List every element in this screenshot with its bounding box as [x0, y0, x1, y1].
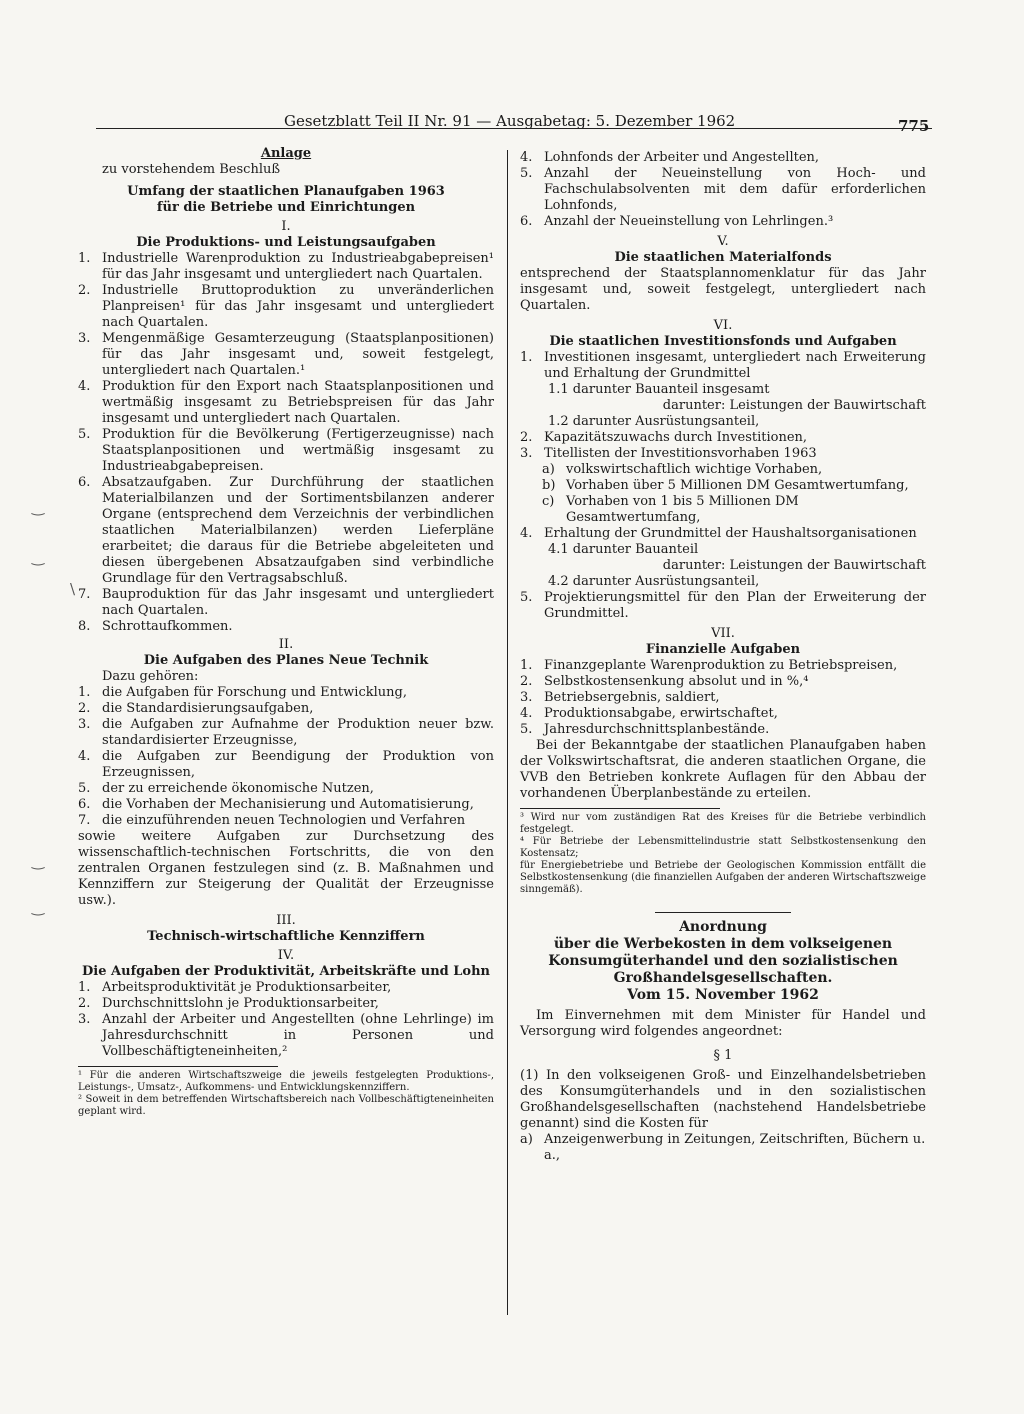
section-6-item-5: Projektierungsmittel für den Plan der Erweiterung der Grundmittel.	[544, 590, 926, 621]
margin-mark: ‿	[32, 498, 45, 516]
section-6-title: Die staatlichen Investitionsfonds und Aufgaben	[549, 334, 897, 349]
section-7-number: VII.	[711, 626, 735, 641]
margin-mark: ‿	[32, 548, 45, 566]
footnote-4a: ⁴ Für Betriebe der Lebensmittelindustrie statt Selbstkostensenkung den Kostensatz;	[520, 836, 926, 859]
list-item	[78, 475, 494, 587]
list-item-text: Produktion für die Bevölkerung (Fertigerzeugnisse) nach Staatsplanpositionen und wertmäßig insgesamt zu Industrieabgabepreisen.	[102, 427, 494, 474]
section-2-title: Die Aufgaben des Planes Neue Technik	[143, 653, 429, 668]
running-header: Gesetzblatt Teil II Nr. 91 — Ausgabetag: 5. Dezember 1962	[284, 112, 736, 130]
footnote-rule	[78, 1066, 278, 1067]
list-item-text: Industrielle Warenproduktion zu Industrieabgabepreisen¹ für das Jahr insgesamt und untergliedert nach Quartalen.	[102, 251, 494, 282]
list-item-number: 1.	[78, 980, 91, 995]
section-7-title: Finanzielle Aufgaben	[645, 642, 801, 657]
footnote-4b: für Energiebetriebe und Betriebe der Geologischen Kommission entfällt die Selbstkostensenkung (die finanziellen Aufgaben der anderen Wirtschaftszweige sinngemäß).	[520, 860, 926, 895]
list-item	[78, 749, 494, 781]
list-item	[78, 996, 494, 1012]
list-item-text: die Aufgaben für Forschung und Entwicklung,	[102, 685, 407, 700]
footnote-2: ² Soweit in dem betreffenden Wirtschaftsbereich nach Vollbeschäftigteneinheiten geplant wird.	[78, 1094, 494, 1117]
list-item-text: Anzahl der Arbeiter und Angestellten (ohne Lehrlinge) im Jahresdurchschnitt in Personen und Vollbeschäftigteneinheiten,²	[102, 1012, 494, 1059]
list-item-number: 3.	[78, 331, 91, 346]
list-item: 5. Projektierungsmittel für den Plan der Erweiterung der Grundmittel.	[520, 590, 926, 621]
list-item: c) Vorhaben von 1 bis 5 Millionen DM Gesamtwertumfang,	[542, 494, 799, 525]
section-6-number: VI.	[713, 318, 733, 333]
list-item	[78, 379, 494, 427]
anordnung-subtitle-3: Großhandelsgesellschaften.	[613, 970, 833, 986]
paragraph-sign: § 1	[713, 1048, 733, 1063]
list-item-number: 6.	[78, 475, 91, 490]
list-item-text: die Aufgaben zur Beendigung der Produktion von Erzeugnissen,	[102, 749, 494, 780]
anordnung-rule	[655, 912, 791, 913]
list-item-number: 2.	[78, 996, 91, 1011]
section-1-number: I.	[281, 219, 291, 234]
list-item-text: die Standardisierungsaufgaben,	[102, 701, 314, 716]
list-item	[78, 797, 494, 813]
list-item-number: 1.	[520, 658, 533, 673]
list-item	[520, 214, 926, 230]
right-column	[520, 150, 926, 1164]
section-6-item-1: Investitionen insgesamt, untergliedert nach Erweiterung und Erhaltung der Grundmittel	[544, 350, 926, 381]
main-title-line-1: Umfang der staatlichen Planaufgaben 1963	[127, 184, 445, 199]
section-7-list	[520, 658, 926, 738]
list-item-text: Selbstkostensenkung absolut und in %,⁴	[544, 674, 809, 689]
list-item	[78, 587, 494, 619]
section-6-item-4-2: 4.2 darunter Ausrüstungsanteil,	[548, 574, 760, 589]
margin-mark: ‿	[32, 852, 45, 870]
list-item-text: Durchschnittslohn je Produktionsarbeiter,	[102, 996, 379, 1011]
list-item	[520, 690, 926, 706]
section-3-number: III.	[276, 913, 296, 928]
list-item-number: 6.	[78, 797, 91, 812]
list-item: 4. Erhaltung der Grundmittel der Haushaltsorganisationen	[520, 526, 917, 541]
list-item-text: Industrielle Bruttoproduktion zu unveränderlichen Planpreisen¹ für das Jahr insgesamt und untergliedert nach Quartalen.	[102, 283, 494, 330]
list-item-text: der zu erreichende ökonomische Nutzen,	[102, 781, 374, 796]
section-2-outro: sowie weitere Aufgaben zur Durchsetzung des wissenschaftlich-technischen Fortschritts, die von den zentralen Organen festzulegen sind (z. B. Maßnahmen und Kennziffern zur Steigerung der Qualität der Erzeugnisse usw.).	[78, 829, 494, 908]
list-item-number: 1.	[78, 685, 91, 700]
list-item	[78, 813, 494, 829]
list-item	[78, 427, 494, 475]
section-6-item-1-1-detail: darunter: Leistungen der Bauwirtschaft	[662, 398, 926, 413]
list-item	[78, 1012, 494, 1060]
list-item-text: Finanzgeplante Warenproduktion zu Betriebspreisen,	[544, 658, 898, 673]
section-2-number: II.	[278, 637, 294, 652]
list-item	[520, 150, 926, 166]
list-item-number: 2.	[78, 701, 91, 716]
list-item-text: Schrottaufkommen.	[102, 619, 233, 634]
anordnung-subtitle-2: Konsumgüterhandel und den sozialistischen	[548, 953, 898, 969]
list-item	[78, 619, 494, 635]
list-item: 3. Titellisten der Investitionsvorhaben 1963	[520, 446, 817, 461]
list-item-number: 6.	[520, 214, 533, 229]
list-item	[78, 331, 494, 379]
footnote-3: ³ Wird nur vom zuständigen Rat des Kreises für die Betriebe verbindlich festgelegt.	[520, 812, 926, 835]
section-5-number: V.	[717, 234, 729, 249]
list-item-text: Produktion für den Export nach Staatsplanpositionen und wertmäßig insgesamt zu Betriebspreisen für das Jahr insgesamt und untergliedert nach Quartalen.	[102, 379, 494, 426]
list-item: a) volkswirtschaftlich wichtige Vorhaben,	[542, 462, 823, 477]
section-6-item-3: Titellisten der Investitionsvorhaben 1963	[544, 446, 817, 461]
list-item-number: 4.	[520, 706, 533, 721]
section-1-list	[78, 251, 494, 635]
list-item-text: Betriebsergebnis, saldiert,	[544, 690, 720, 705]
list-item-number: 4.	[78, 379, 91, 394]
list-item-number: 4.	[520, 150, 533, 165]
margin-mark: \	[70, 580, 76, 598]
list-item	[78, 685, 494, 701]
section-6-item-1-1: 1.1 darunter Bauanteil insgesamt	[548, 382, 770, 397]
list-item	[78, 251, 494, 283]
list-item-text: die einzuführenden neuen Technologien und Verfahren	[102, 813, 466, 828]
list-item-text: Arbeitsproduktivität je Produktionsarbeiter,	[102, 980, 392, 995]
list-item-number: 3.	[78, 717, 91, 732]
section-6-item-1-2: 1.2 darunter Ausrüstungsanteil,	[548, 414, 760, 429]
anordnung-intro: Im Einvernehmen mit dem Minister für Handel und Versorgung wird folgendes angeordnet:	[520, 1008, 926, 1039]
list-item-text: Produktionsabgabe, erwirtschaftet,	[544, 706, 778, 721]
margin-mark: ‿	[32, 898, 45, 916]
list-item-number: 5.	[520, 722, 533, 737]
list-item-number: 3.	[520, 690, 533, 705]
list-item-text: Anzahl der Neueinstellung von Hoch- und Fachschulabsolventen mit dem dafür erforderlichen Lohnfonds,	[544, 166, 926, 213]
list-item-number: 5.	[78, 781, 91, 796]
list-item-number: 2.	[520, 674, 533, 689]
section-2-intro: Dazu gehören:	[102, 669, 199, 684]
list-item	[520, 706, 926, 722]
list-item-text: Jahresdurchschnittsplanbestände.	[544, 722, 770, 737]
section-6-item-3b: Vorhaben über 5 Millionen DM Gesamtwertumfang,	[566, 478, 909, 493]
list-item-number: 3.	[78, 1012, 91, 1027]
list-item-text: Anzahl der Neueinstellung von Lehrlingen.³	[544, 214, 834, 229]
list-item	[520, 674, 926, 690]
paragraph-1-text: (1) In den volkseigenen Groß- und Einzelhandelsbetrieben des Konsumgüterhandels und in den sozialistischen Großhandelsgesellschaften (nachstehend Handelsbetriebe genannt) sind die Kosten für	[520, 1068, 926, 1131]
header-rule	[96, 128, 932, 129]
section-6-item-4-1: 4.1 darunter Bauanteil	[548, 542, 699, 557]
left-column	[78, 146, 494, 1118]
list-item-number: 5.	[78, 427, 91, 442]
list-item-text: Bauproduktion für das Jahr insgesamt und untergliedert nach Quartalen.	[102, 587, 494, 618]
section-4-number: IV.	[277, 948, 295, 963]
section-2-list	[78, 685, 494, 829]
list-item-text: Absatzaufgaben. Zur Durchführung der staatlichen Materialbilanzen und der Sortimentsbilanzen anderer Organe (entsprechend dem Verzeichnis der verbindlichen staatlichen Materialbilanzen) werden Lieferpläne erarbeitet; die daraus für die Betriebe abgeleiteten und diesen übergebenen Absatzaufgaben sind verbindliche Grundlage für den Vertragsabschluß.	[102, 475, 494, 586]
section-6-item-3c: Vorhaben von 1 bis 5 Millionen DM Gesamtwertumfang,	[566, 494, 799, 525]
column-divider	[507, 150, 508, 1315]
section-6-item-3a: volkswirtschaftlich wichtige Vorhaben,	[566, 462, 823, 477]
section-6-item-4-1-detail: darunter: Leistungen der Bauwirtschaft	[662, 558, 926, 573]
list-item: 1. Investitionen insgesamt, untergliedert nach Erweiterung und Erhaltung der Grundmittel	[520, 350, 926, 381]
list-item-text: Mengenmäßige Gesamterzeugung (Staatsplanpositionen) für das Jahr insgesamt und, soweit festgelegt, untergliedert nach Quartalen.¹	[102, 331, 494, 378]
anordnung-subtitle-1: über die Werbekosten in dem volkseigenen	[553, 936, 893, 952]
list-item-number: 1.	[78, 251, 91, 266]
section-4-continued-list	[520, 150, 926, 230]
list-item	[78, 980, 494, 996]
list-item	[520, 722, 926, 738]
footnote-rule	[520, 808, 720, 809]
list-item-number: 7.	[78, 587, 91, 602]
section-4-title: Die Aufgaben der Produktivität, Arbeitskräfte und Lohn	[82, 964, 490, 979]
list-item	[78, 781, 494, 797]
section-6-item-2: Kapazitätszuwachs durch Investitionen,	[544, 430, 808, 445]
list-item-text: die Aufgaben zur Aufnahme der Produktion neuer bzw. standardisierter Erzeugnisse,	[102, 717, 494, 748]
anlage-subtitle: zu vorstehendem Beschluß	[102, 162, 281, 177]
section-5-text: entsprechend der Staatsplannomenklatur für das Jahr insgesamt und, soweit festgelegt, untergliedert nach Quartalen.	[520, 266, 926, 313]
list-item-number: 5.	[520, 166, 533, 181]
main-title-line-2: für die Betriebe und Einrichtungen	[156, 200, 416, 215]
footnote-1: ¹ Für die anderen Wirtschaftszweige die jeweils festgelegten Produktions-, Leistungs-, Umsatz-, Aufkommens- und Entwicklungskennziffern.	[78, 1070, 494, 1093]
list-item-number: 4.	[78, 749, 91, 764]
list-item	[78, 283, 494, 331]
list-item: b) Vorhaben über 5 Millionen DM Gesamtwertumfang,	[542, 478, 909, 493]
list-item-text: die Vorhaben der Mechanisierung und Automatisierung,	[102, 797, 474, 812]
paragraph-1-item-a: Anzeigenwerbung in Zeitungen, Zeitschriften, Büchern u. a.,	[544, 1132, 926, 1163]
section-1-title: Die Produktions- und Leistungsaufgaben	[136, 235, 436, 250]
list-item-number: 8.	[78, 619, 91, 634]
list-item	[520, 658, 926, 674]
anordnung-date: Vom 15. November 1962	[627, 987, 819, 1003]
anlage-title: Anlage	[260, 146, 312, 161]
list-item-text: Lohnfonds der Arbeiter und Angestellten,	[544, 150, 820, 165]
list-item-number: 2.	[78, 283, 91, 298]
section-6-item-4: Erhaltung der Grundmittel der Haushaltsorganisationen	[544, 526, 917, 541]
list-item: a) Anzeigenwerbung in Zeitungen, Zeitschriften, Büchern u. a.,	[520, 1132, 926, 1163]
page-number: 775	[898, 117, 930, 135]
anordnung-title: Anordnung	[679, 919, 767, 935]
list-item	[78, 717, 494, 749]
list-item	[78, 701, 494, 717]
section-4-list	[78, 980, 494, 1060]
list-item-number: 7.	[78, 813, 91, 828]
section-5-title: Die staatlichen Materialfonds	[614, 250, 832, 265]
section-3-title: Technisch-wirtschaftliche Kennziffern	[147, 929, 425, 944]
list-item: 2. Kapazitätszuwachs durch Investitionen,	[520, 430, 808, 445]
list-item	[520, 166, 926, 214]
section-7-text: Bei der Bekanntgabe der staatlichen Planaufgaben haben der Volkswirtschaftsrat, die anderen staatlichen Organe, die VVB den Betrieben konkrete Auflagen für den Abbau der vorhandenen Überplanbestände zu erteilen.	[520, 738, 926, 801]
